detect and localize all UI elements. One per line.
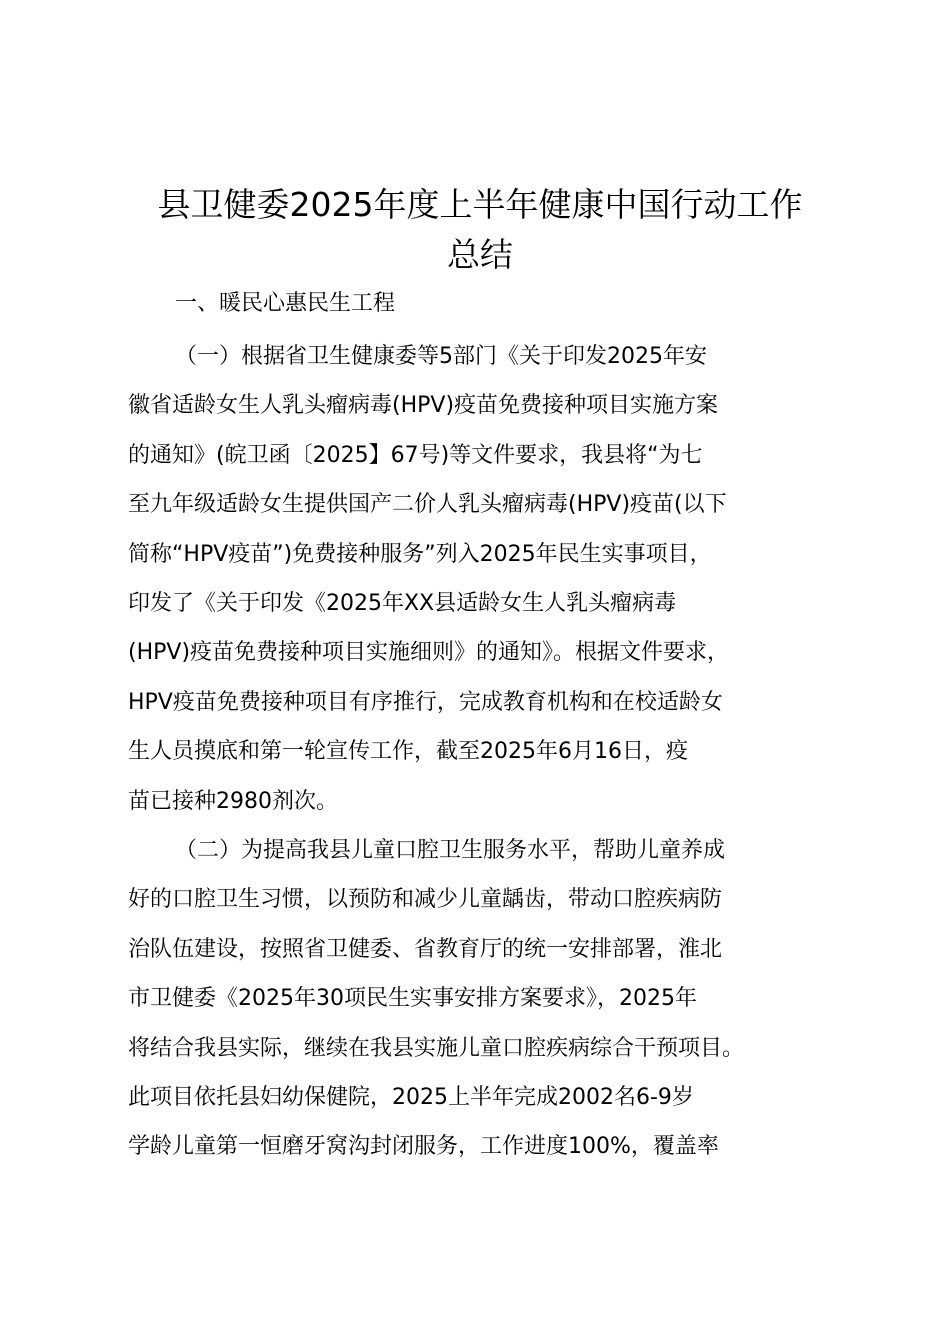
- paragraph-line: 此项目依托县妇幼保健院，2025上半年完成2002名6-9岁: [128, 1084, 694, 1110]
- paragraph-line: 好的口腔卫生习惯，以预防和减少儿童龋齿，带动口腔疾病防: [128, 887, 723, 913]
- paragraph-line: 治队伍建设，按照省卫健委、省教育厅的统一安排部署，淮北: [128, 936, 723, 962]
- paragraph-line: 徽省适龄女生人乳头瘤病毒(HPV)疫苗免费接种项目实施方案: [128, 393, 719, 419]
- paragraph-line: 的通知》(皖卫函〔2025】67号)等文件要求，我县将“为七: [128, 442, 703, 468]
- document-title: [110, 180, 850, 280]
- paragraph-line: 生人员摸底和第一轮宣传工作，截至2025年6月16日，疫: [128, 739, 688, 765]
- paragraph-2: [128, 826, 848, 1172]
- title-line-2: 总结: [447, 235, 513, 274]
- paragraph-line: 至九年级适龄女生提供国产二价人乳头瘤病毒(HPV)疫苗(以下: [128, 492, 727, 518]
- paragraph-line: 简称“HPV疫苗”)免费接种服务”列入2025年民生实事项目，: [128, 541, 712, 567]
- paragraph-line: 市卫健委《2025年30项民生实事安排方案要求》，2025年: [128, 986, 697, 1012]
- paragraph-line: (HPV)疫苗免费接种项目实施细则》的通知》。根据文件要求，: [128, 640, 730, 666]
- section-heading: 一、暖民心惠民生工程: [175, 291, 396, 316]
- paragraph-line: （二）为提高我县儿童口腔卫生服务水平，帮助儿童养成: [175, 838, 726, 863]
- paragraph-line: HPV疫苗免费接种项目有序推行，完成教育机构和在校适龄女: [128, 689, 723, 715]
- paragraph-line: 苗已接种2980剂次。: [128, 788, 338, 814]
- paragraph-line: 将结合我县实际，继续在我县实施儿童口腔疾病综合干预项目。: [128, 1035, 745, 1061]
- paragraph-line: 印发了《关于印发《2025年XX县适龄女生人乳头瘤病毒: [128, 590, 677, 616]
- paragraph-1: [128, 332, 848, 826]
- title-line-1: 县卫健委2025年度上半年健康中国行动工作: [157, 185, 803, 224]
- paragraph-line: （一）根据省卫生健康委等5部门《关于印发2025年安: [175, 344, 707, 369]
- paragraph-line: 学龄儿童第一恒磨牙窝沟封闭服务，工作进度100%，覆盖率: [128, 1134, 719, 1160]
